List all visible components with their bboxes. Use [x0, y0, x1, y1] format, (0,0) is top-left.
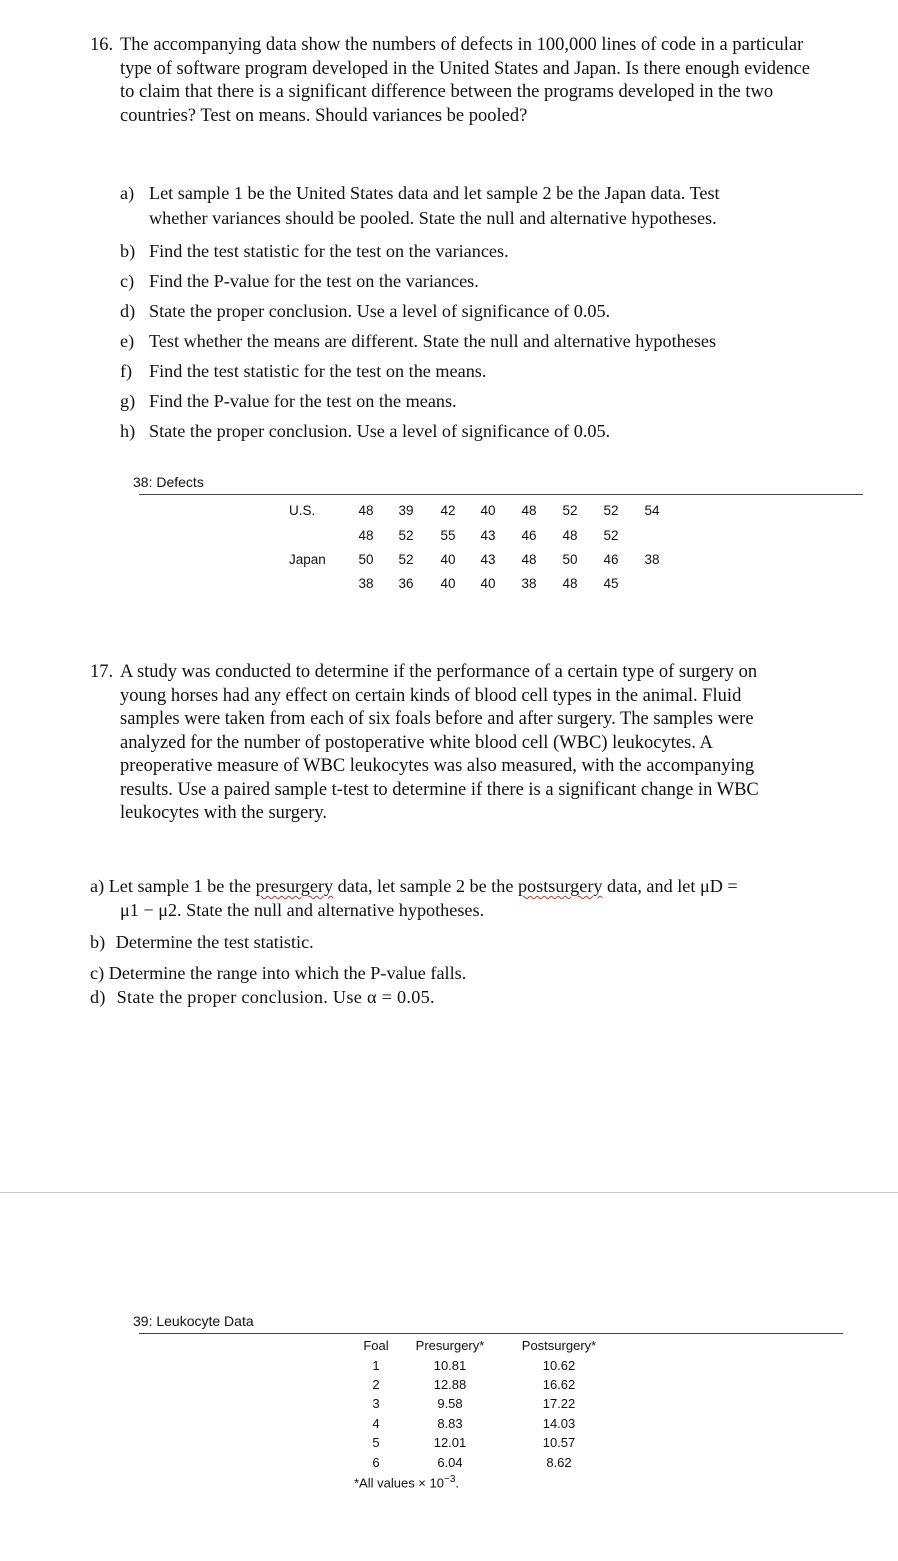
question-text: State the proper conclusion. Use α = 0.05.	[116, 987, 435, 1007]
table-39-cell: 8.83	[437, 1416, 463, 1431]
table-38-cell: 42	[440, 503, 456, 518]
question-text: Let sample 1 be the United States data and let sample 2 be the Japan data. Test	[149, 183, 720, 203]
table-38-cell: 36	[398, 576, 414, 591]
question-label: h)	[120, 421, 136, 441]
question-text: Determine the range into which the P-value falls.	[108, 963, 467, 983]
footnote-exponent: −3	[443, 1474, 456, 1485]
question-label: b)	[90, 932, 106, 952]
problem-17	[90, 661, 800, 826]
table-39-cell: 12.01	[433, 1435, 467, 1450]
table-38-cell: 54	[644, 503, 660, 518]
table-38-cell: 52	[603, 528, 619, 543]
table-38-cell: 40	[440, 552, 456, 567]
table-39-header: Presurgery*	[415, 1338, 485, 1353]
question-text: State the proper conclusion. Use a level of significance of 0.05.	[149, 301, 611, 321]
table-39-cell: 10.81	[433, 1358, 467, 1373]
table-38-cell: 50	[358, 552, 374, 567]
table-38-cell: 48	[358, 528, 374, 543]
table-38-title: 38: Defects	[133, 474, 204, 490]
table-39-cell: 6	[372, 1455, 380, 1470]
table-38-cell: 52	[562, 503, 578, 518]
question-text: State the proper conclusion. Use a level of significance of 0.05.	[149, 421, 611, 441]
question-text-part1: Let sample 1 be the	[108, 876, 252, 896]
question-text-part3: data, and let μD =	[607, 876, 738, 896]
table-38-cell: 38	[644, 552, 660, 567]
table-38-cell: 40	[480, 503, 496, 518]
spellcheck-word-presurgery: presurgery	[255, 876, 334, 896]
question-17a	[90, 874, 738, 898]
table-38-cell: 48	[562, 528, 578, 543]
table-39-cell: 4	[372, 1416, 380, 1431]
table-38-cell: 43	[480, 528, 496, 543]
table-38-cell: 55	[440, 528, 456, 543]
footnote-text: *All values × 10	[354, 1475, 444, 1491]
question-text: Find the P-value for the test on the variances.	[149, 271, 479, 291]
table-39-header: Foal	[363, 1338, 389, 1353]
table-38-cell: 46	[603, 552, 619, 567]
question-text-part2: data, let sample 2 be the	[337, 876, 514, 896]
question-label: a)	[90, 876, 105, 896]
question-17c	[90, 961, 466, 985]
question-text: Determine the test statistic.	[115, 932, 314, 952]
table-38-cell: 48	[521, 552, 537, 567]
problem-17-number: 17.	[90, 662, 114, 682]
question-label: c)	[90, 963, 105, 983]
table-38-cell: 52	[603, 503, 619, 518]
question-label: d)	[90, 987, 106, 1007]
question-text: Test whether the means are different. State the null and alternative hypotheses	[149, 331, 717, 351]
table-39-header: Postsurgery*	[521, 1338, 597, 1353]
table-38-cell: 48	[562, 576, 578, 591]
table-38-cell: 38	[521, 576, 537, 591]
table-39-cell: 6.04	[437, 1455, 463, 1470]
question-label: g)	[120, 391, 136, 411]
table-39-cell: 1	[372, 1358, 380, 1373]
table-38-cell: 40	[480, 576, 496, 591]
table-38-cell: 45	[603, 576, 619, 591]
table-38-cell: 52	[398, 528, 414, 543]
question-label: d)	[120, 301, 136, 321]
question-label: c)	[120, 271, 135, 291]
question-label: a)	[120, 183, 135, 203]
table-38-row-label: U.S.	[289, 503, 316, 518]
table-39-cell: 5	[372, 1435, 380, 1450]
table-39-footnote	[354, 1474, 459, 1490]
table-39-cell: 2	[372, 1377, 380, 1392]
table-38-cell: 48	[358, 503, 374, 518]
table-39-cell: 12.88	[433, 1377, 467, 1392]
table-39-cell: 10.57	[542, 1435, 576, 1450]
table-38-cell: 38	[358, 576, 374, 591]
question-text: Find the test statistic for the test on the means.	[149, 361, 487, 381]
question-text: Find the P-value for the test on the means.	[149, 391, 457, 411]
footnote-end: .	[455, 1475, 460, 1491]
table-38-cell: 50	[562, 552, 578, 567]
table-38-cell: 39	[398, 503, 414, 518]
question-label: e)	[120, 331, 135, 351]
problem-16-text: The accompanying data show the numbers of defects in 100,000 lines of code in a particular type of software program developed in the United States and Japan. Is there enough evidence to claim that there is a significant difference between the programs developed in the two countries? Test on means. Should variances be pooled?	[120, 35, 810, 126]
table-38-rule	[139, 494, 863, 495]
table-39-cell: 3	[372, 1396, 380, 1411]
table-38-cell: 52	[398, 552, 414, 567]
table-38-cell: 43	[480, 552, 496, 567]
table-38-row-label: Japan	[289, 552, 326, 567]
problem-16-number: 16.	[90, 35, 114, 55]
table-39-cell: 9.58	[437, 1396, 463, 1411]
table-39-title: 39: Leukocyte Data	[133, 1313, 254, 1329]
question-label: b)	[120, 241, 136, 261]
question-17b	[90, 930, 314, 954]
question-label: f)	[120, 361, 133, 381]
question-text-line2: whether variances should be pooled. State the null and alternative hypotheses.	[149, 208, 717, 228]
table-38-cell: 48	[521, 503, 537, 518]
question-text: Find the test statistic for the test on the variances.	[149, 241, 509, 261]
question-17d	[90, 985, 435, 1009]
table-38-cell: 46	[521, 528, 537, 543]
table-39-cell: 16.62	[542, 1377, 576, 1392]
table-39-cell: 10.62	[542, 1358, 576, 1373]
page-divider	[0, 1192, 898, 1193]
problem-16	[90, 34, 810, 128]
question-17a-line2: μ1 − μ2. State the null and alternative hypotheses.	[120, 900, 485, 920]
table-39-cell: 8.62	[546, 1455, 572, 1470]
table-38-cell: 40	[440, 576, 456, 591]
problem-17-text: A study was conducted to determine if the performance of a certain type of surgery on young horses had any effect on certain kinds of blood cell types in the animal. Fluid samples were taken from each of six foals before and after surgery. The samples were analyzed for the number of postoperative white blood cell (WBC) leukocytes. A preoperative measure of WBC leukocytes was also measured, with the accompanying results. Use a paired sample t-test to determine if there is a significant change in WBC leukocytes with the surgery.	[120, 662, 759, 823]
spellcheck-word-postsurgery: postsurgery	[517, 876, 603, 896]
table-39-cell: 17.22	[542, 1396, 576, 1411]
table-39-cell: 14.03	[542, 1416, 576, 1431]
table-39-rule	[139, 1333, 843, 1334]
